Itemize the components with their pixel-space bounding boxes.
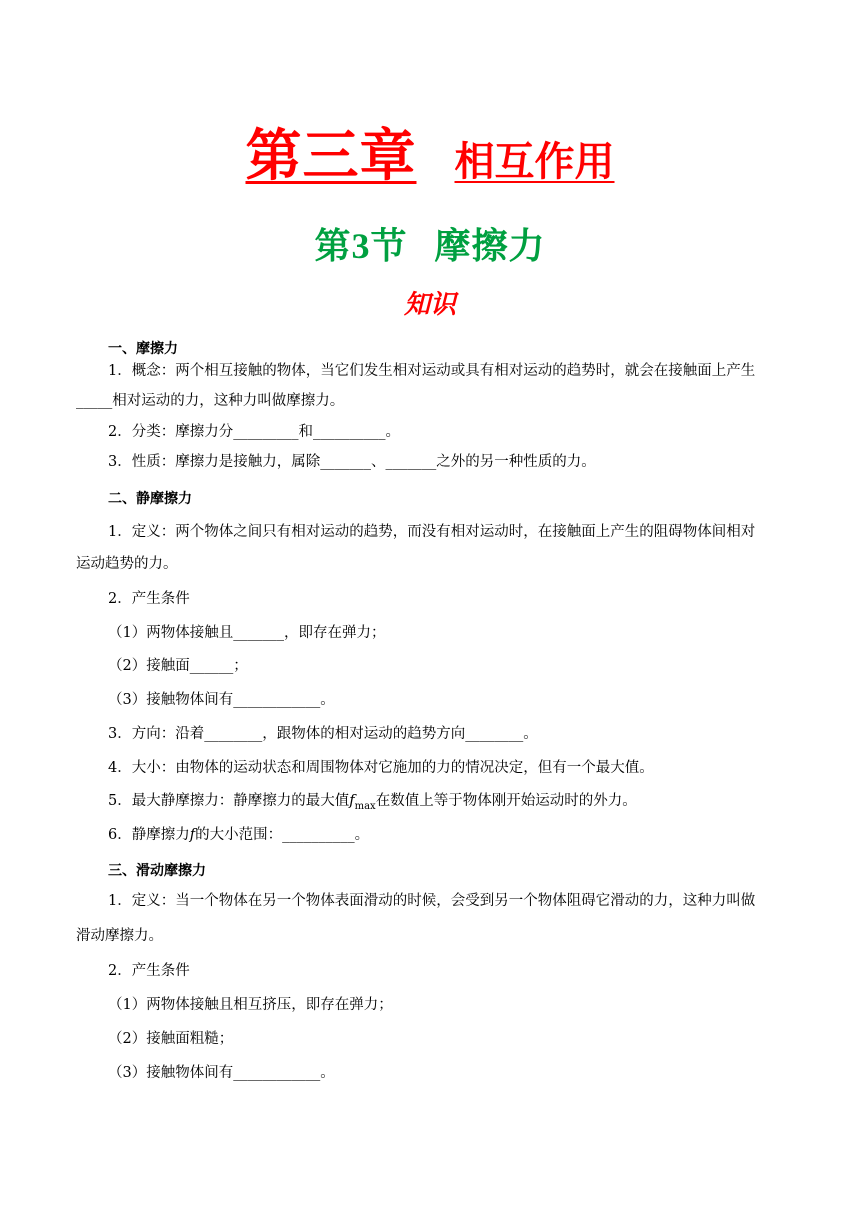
max-static-f-symbol: f xyxy=(349,793,355,809)
section-title xyxy=(0,218,860,269)
part3-definition-line1: 1．定义：当一个物体在另一个物体表面滑动的时候，会受到另一个物体阻碍它滑动的力，这种力叫做 xyxy=(108,893,756,909)
part2-conditions-title: 2．产生条件 xyxy=(108,591,190,607)
section-number: 3 xyxy=(351,226,371,266)
chapter-name: 相互作用 xyxy=(454,138,615,185)
part3-condition-3: （3）接触物体间有____________。 xyxy=(108,1065,335,1081)
part2-condition-2: （2）接触面______； xyxy=(108,658,248,674)
range-post: 的大小范围：__________。 xyxy=(195,827,370,843)
part1-nature: 3．性质：摩擦力是接触力，属除_______、_______之外的另一种性质的力。 xyxy=(108,454,596,470)
part2-heading: 二、静摩擦力 xyxy=(108,491,192,507)
part3-heading: 三、滑动摩擦力 xyxy=(108,863,206,879)
range-pre: 6．静摩擦力 xyxy=(108,827,190,843)
part3-condition-2: （2）接触面粗糙； xyxy=(108,1031,234,1047)
part2-magnitude: 4．大小：由物体的运动状态和周围物体对它施加的力的情况决定，但有一个最大值。 xyxy=(108,760,654,776)
chapter-number: 第三章 xyxy=(245,123,417,189)
part2-condition-1: （1）两物体接触且_______，即存在弹力； xyxy=(108,625,386,641)
part1-concept-line2: _____相对运动的力，这种力叫做摩擦力。 xyxy=(76,393,345,409)
part3-definition-line2: 滑动摩擦力。 xyxy=(76,928,163,944)
part3-conditions-title: 2．产生条件 xyxy=(108,963,190,979)
section-name: 摩擦力 xyxy=(434,225,546,267)
part2-condition-3: （3）接触物体间有____________。 xyxy=(108,692,335,708)
range-f-symbol: f xyxy=(189,827,196,843)
knowledge-title: 知识 xyxy=(403,290,456,320)
max-static-post: 在数值上等于物体刚开始运动时的外力。 xyxy=(375,793,637,809)
max-static-subscript: max xyxy=(354,800,376,812)
part2-direction: 3．方向：沿着________，跟物体的相对运动的趋势方向________。 xyxy=(108,726,538,742)
part2-range xyxy=(108,825,369,845)
section-suffix: 节 xyxy=(370,225,408,267)
part2-max-static xyxy=(108,791,637,817)
section-prefix: 第 xyxy=(314,225,352,267)
part1-concept-line1: 1．概念：两个相互接触的物体，当它们发生相对运动或具有相对运动的趋势时，就会在接触面上产生 xyxy=(108,363,756,379)
max-static-pre: 5．最大静摩擦力：静摩擦力的最大值 xyxy=(108,793,350,809)
part1-heading: 一、摩擦力 xyxy=(108,341,178,357)
part3-condition-1: （1）两物体接触且相互挤压，即存在弹力； xyxy=(108,997,393,1013)
chapter-title xyxy=(0,112,860,192)
part2-definition-line2: 运动趋势的力。 xyxy=(76,556,178,572)
part1-classification: 2．分类：摩擦力分_________和__________。 xyxy=(108,424,400,440)
part2-definition-line1: 1．定义：两个物体之间只有相对运动的趋势，而没有相对运动时，在接触面上产生的阻碍物体间相对 xyxy=(108,524,756,540)
